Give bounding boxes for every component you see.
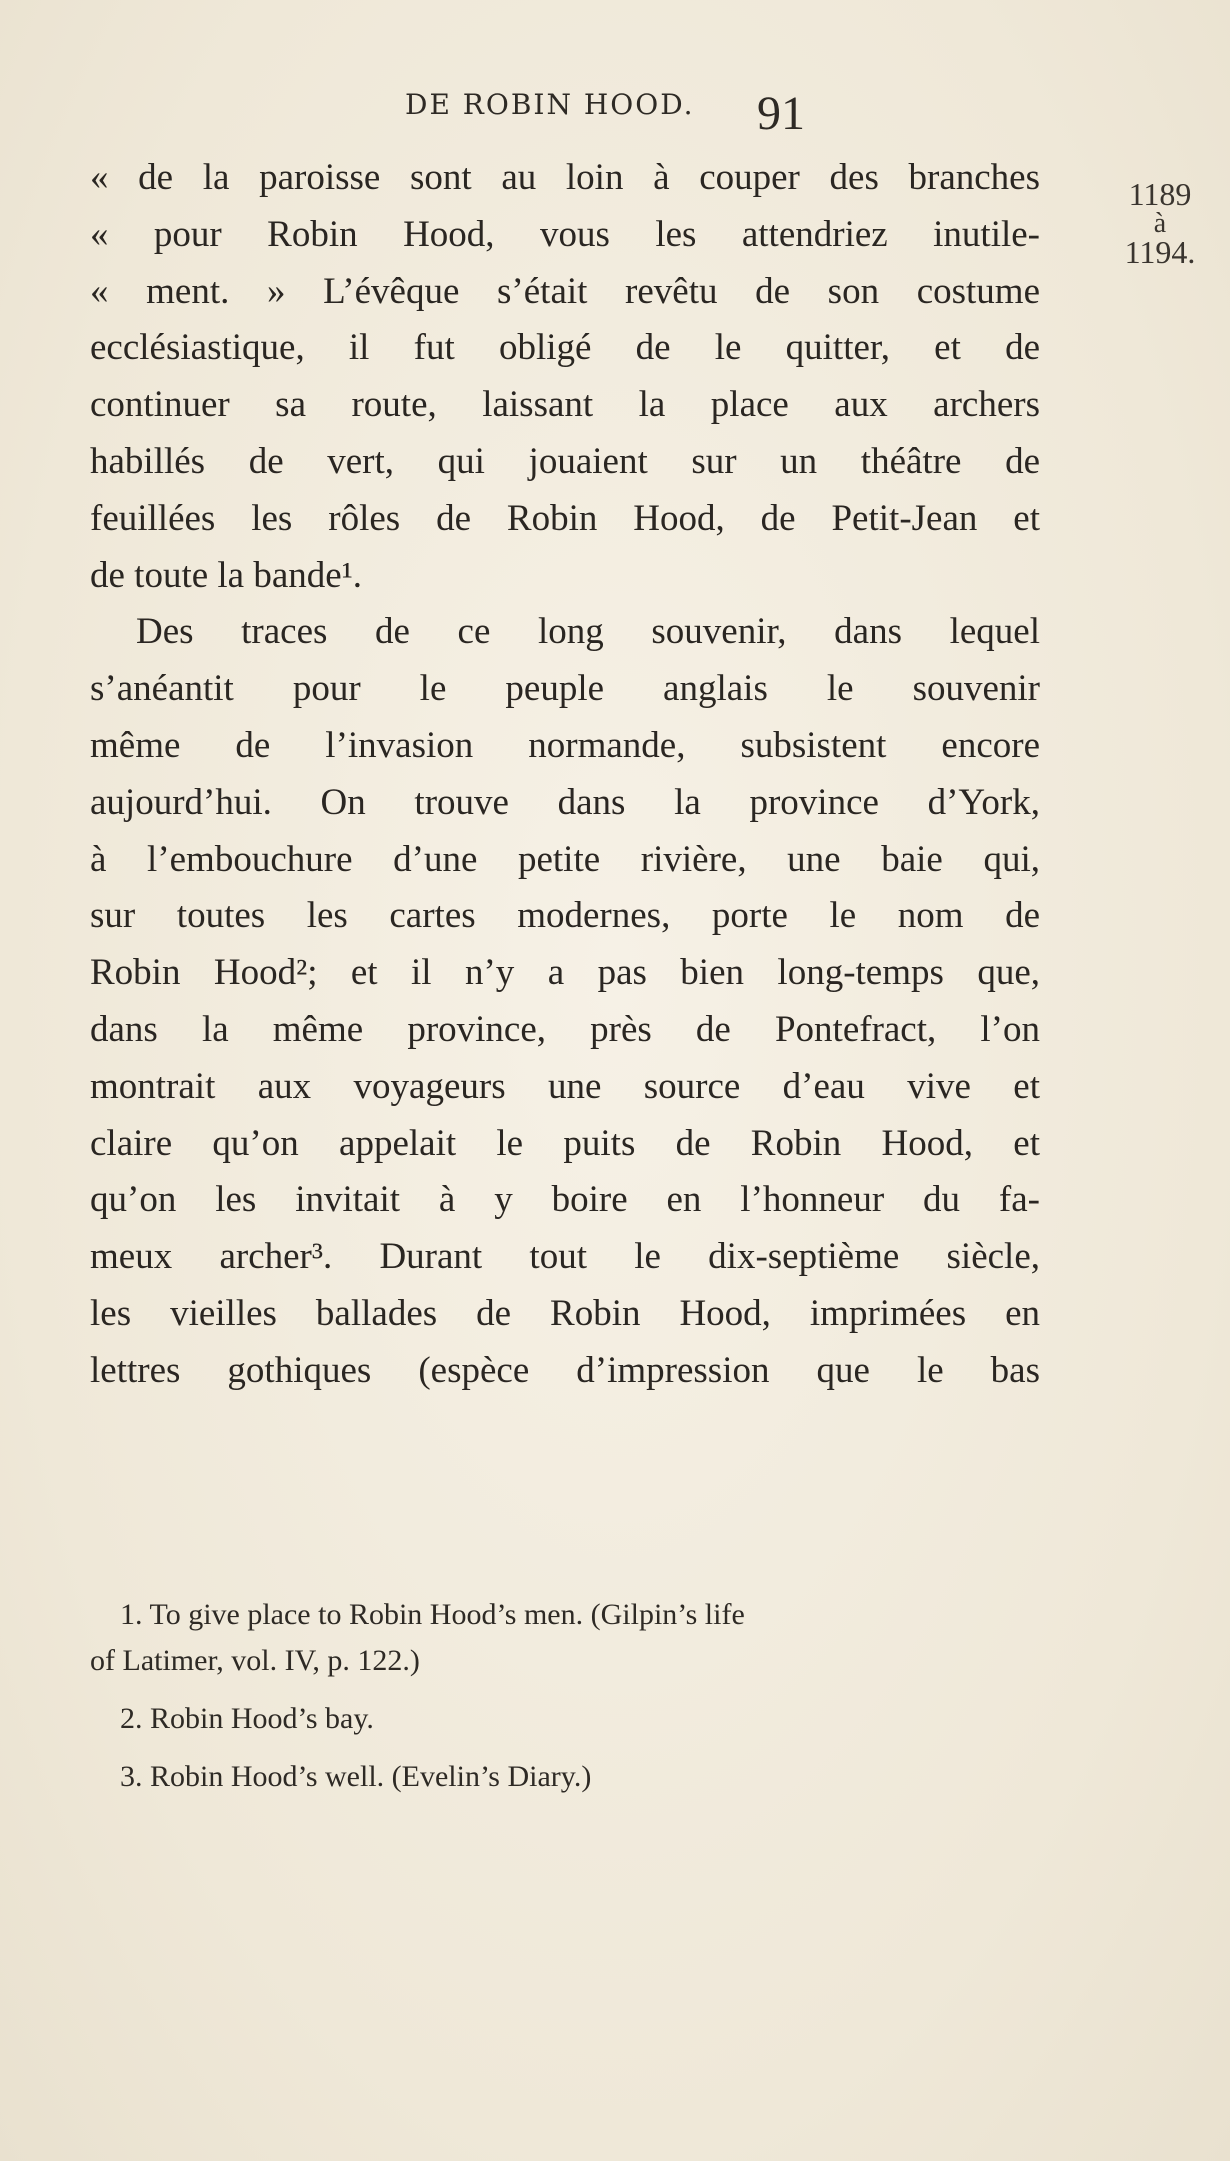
footnotes: [90, 1592, 1040, 1800]
text-line: s’anéantit pour le peuple anglais le souvenir: [90, 668, 1040, 710]
footnote-1: 1. To give place to Robin Hood’s men. (Gilpin’s life: [120, 1598, 745, 1631]
page-number: 91: [757, 87, 805, 140]
text-line: montrait aux voyageurs une source d’eau vive et: [90, 1065, 1040, 1107]
text-line: « pour Robin Hood, vous les attendriez inutile-: [90, 213, 1040, 255]
footnote-3: 3. Robin Hood’s well. (Evelin’s Diary.): [120, 1760, 592, 1793]
running-title: DE ROBIN HOOD.: [405, 88, 695, 121]
footnote-2: 2. Robin Hood’s bay.: [120, 1702, 374, 1735]
text-line: sur toutes les cartes modernes, porte le nom de: [90, 895, 1040, 937]
text-line: Des traces de ce long souvenir, dans lequel: [136, 611, 1040, 653]
footnote-1-continued: of Latimer, vol. IV, p. 122.): [90, 1644, 420, 1677]
text-line: « de la paroisse sont au loin à couper des branches: [90, 157, 1040, 198]
text-line: même de l’invasion normande, subsistent encore: [90, 724, 1040, 766]
text-line: qu’on les invitait à y boire en l’honneur du fa-: [90, 1179, 1040, 1221]
text-line: habillés de vert, qui jouaient sur un théâtre de: [90, 440, 1040, 482]
margin-separator: à: [1153, 208, 1167, 239]
text-line: lettres gothiques (espèce d’impression que le bas: [90, 1349, 1040, 1391]
text-line: feuillées les rôles de Robin Hood, de Petit-Jean et: [90, 497, 1040, 539]
text-line: à l’embouchure d’une petite rivière, une baie qui,: [90, 838, 1040, 880]
text-line: Robin Hood²; et il n’y a pas bien long-temps que,: [90, 952, 1040, 994]
text-line: de toute la bande¹.: [90, 554, 363, 596]
text-line: « ment. » L’évêque s’était revêtu de son costume: [90, 270, 1040, 312]
text-line: aujourd’hui. On trouve dans la province d’York,: [90, 781, 1040, 823]
text-line: les vieilles ballades de Robin Hood, imprimées en: [90, 1292, 1040, 1334]
text-line: ecclésiastique, il fut obligé de le quitter, et de: [90, 327, 1040, 369]
text-line: continuer sa route, laissant la place aux archers: [90, 384, 1040, 426]
text-line: meux archer³. Durant tout le dix-septième siècle,: [90, 1236, 1040, 1278]
body-text: [90, 150, 1040, 1400]
text-line: dans la même province, près de Pontefract, l’on: [90, 1008, 1040, 1050]
margin-year-start: 1189: [1128, 176, 1192, 212]
margin-year-end: 1194.: [1124, 234, 1196, 270]
text-line: claire qu’on appelait le puits de Robin Hood, et: [90, 1122, 1040, 1164]
